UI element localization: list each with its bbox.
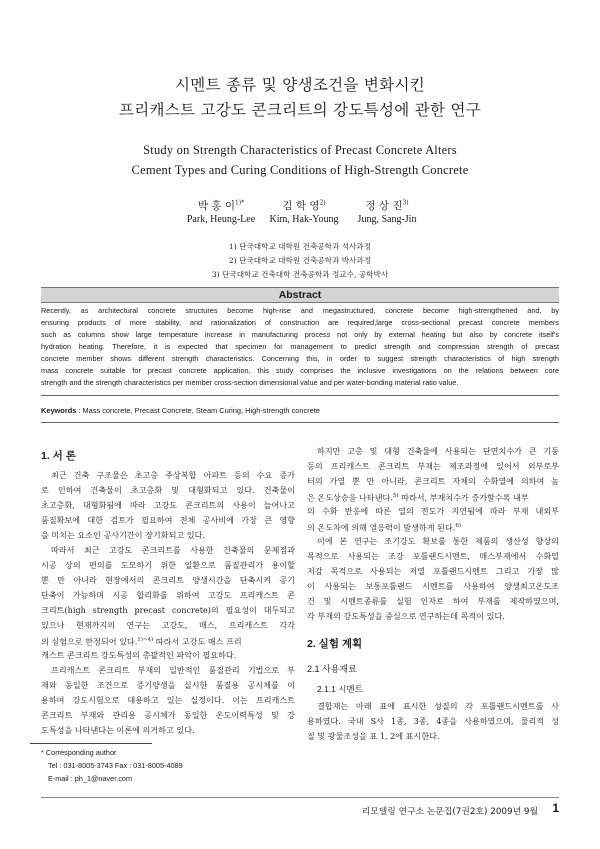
body-line-with-citation: 은 온도상승을 나타낸다.$^{5)}$ 따라서, 부재치수가 증가할수록 내부 — [307, 492, 529, 503]
body-line: 질 및 광물조성을 표 1, 2에 표시한다. — [307, 731, 440, 741]
section-2-heading: 2. 실험 계획 — [307, 638, 363, 650]
keywords — [41, 406, 320, 415]
footer-rule — [41, 797, 559, 798]
body-line: 목적으로 사용되는 조강 포틀랜드시멘트, 매스부재에서 수화열 — [307, 551, 559, 561]
author-2: 김 학 영$^{2)}$ — [282, 199, 326, 212]
body-line: 크리트(high strength precast concrete)의 필요성이 대두되고 — [41, 605, 295, 615]
subsection-2-1-1-heading: 2.1.1 시멘트 — [317, 684, 363, 694]
body-line-with-citation: 의 실험으로 한정되어 있다.$^{1)\sim 4)}$ 따라서 고강도 매스 프리 — [41, 636, 242, 647]
abstract-divider — [41, 395, 559, 396]
body-line: 이 사용되는 보통포틀랜드 시멘트를 사용하여 양생최고온도조 — [307, 581, 559, 591]
author-2-english: Kim, Hak-Young — [269, 214, 339, 225]
author-1: 박 홍 이$^{1)*}$ — [197, 199, 245, 212]
title-english-line-1: Study on Strength Characteristics of Precast Concrete Alters — [143, 143, 457, 157]
section-1-heading: 1. 서 론 — [41, 450, 76, 462]
abstract-heading-bar — [41, 287, 559, 303]
body-line: 용하였다. 국내 S사 1종, 3종, 4종을 사용하였으며, 물리적 성 — [307, 716, 559, 726]
footnote-corresponding: * Corresponding author — [41, 748, 117, 757]
body-line: 단축이 가능하며 시공 합리화를 위하여 고강도 프리캐스트 콘 — [41, 590, 295, 600]
keywords-divider — [41, 422, 559, 423]
abstract-line: Recently, as architectural concrete structures become high-rise and megastructured, concrete become high-strengthened and, by — [41, 306, 559, 315]
body-line: 초고층화, 대형화됨에 따라 고강도 콘크리트의 사용이 늘어나고 — [41, 500, 295, 510]
keywords-text: : Mass concrete, Precast Concrete, Steam Curing, High-strength concrete — [76, 406, 320, 415]
body-line: 터의 가열 뿐 만 아니라, 콘크리트 자체의 수화열에 의하여 높 — [307, 476, 559, 486]
body-line: 있으나 현재까지의 연구는 고강도, 매스, 프리캐스트 각각 — [41, 620, 295, 630]
citation: 5) — [392, 493, 399, 499]
abstract-line: concrete member shows different strength characteristics. Concerning this, in order to suggest strength characteristics of high strength — [41, 354, 559, 363]
body-line: 저감 목적으로 사용되는 저열 포틀랜드시멘트 그리고 가장 많 — [307, 566, 559, 576]
subsection-2-1-heading: 2.1 사용재료 — [307, 664, 357, 674]
abstract-line: hydration heating. Therefore, it is expected that specimen for management to predict strength and compression strength of precast — [41, 342, 559, 351]
body-line: 재와 동일한 조건으로 증기양생을 실시한 품질용 공시체를 이 — [41, 680, 295, 690]
affiliation-1: 1) 단국대학교 대학원 건축공학과 석사과정 — [228, 242, 372, 251]
body-line: 의 수화 반응에 따른 열의 전도가 지연됨에 따라 부재 내외부 — [307, 506, 559, 516]
author-3: 정 상 진$^{3)}$ — [365, 199, 409, 212]
footnote-phone: Tel : 031-8005-3743 Fax : 031-8005-4089 — [48, 761, 183, 770]
affiliation-3: 3) 단국대학교 건축대학 건축공학과 정교수, 공학박사 — [211, 270, 389, 279]
abstract-heading: Abstract — [278, 289, 322, 301]
body-line: 을 미치는 요소인 공사기간이 장기화되고 있다. — [41, 530, 205, 540]
body-line: 따라서 최근 고강도 콘크리트를 사용한 건축물의 문제점과 — [51, 545, 295, 555]
body-line: 시공 상의 편의를 도모하기 위한 일환으로 품질관리가 용이할 — [41, 560, 295, 570]
body-line: 캐스트 콘크리트 강도특성의 총괄적인 파악이 필요하다. — [41, 650, 237, 660]
body-line: 품질확보에 대한 검토가 필요하여 전체 공사비에 가장 큰 영향 — [41, 515, 295, 525]
author-1-english: Park, Heung-Lee — [186, 214, 256, 225]
keywords-label: Keywords — [41, 406, 77, 415]
body-line: 프리캐스트 콘크리트 부재의 일반적인 품질관리 기법으로 부 — [51, 665, 295, 675]
body-line: 최근 건축 구조물은 초고층 주상복합 아파트 등의 수요 증가 — [51, 470, 295, 480]
body-line: 하지만 고층 및 대형 건축물에 사용되는 단면치수가 큰 기둥 — [317, 446, 559, 456]
body-line: 뿐 만 아니라 현장에서의 콘크리트 양생시간을 단축시켜 공기 — [41, 575, 295, 585]
title-korean-line-1: 시멘트 종류 및 양생조건을 변화시킨 — [174, 76, 425, 94]
abstract-line: ensuring products of more stability, and rationalization of construction are required,large cross-sectional precast concrete members — [41, 318, 559, 327]
citation: 1)~4) — [137, 637, 154, 643]
footnote-email: E-mail : ph_1@naver.com — [48, 774, 133, 783]
citation: 6) — [455, 523, 462, 529]
journal-footer: 리모델링 연구소 논문집(7권2호) 2009년 9월 — [361, 807, 538, 817]
page-number: 1 — [552, 801, 559, 815]
title-korean-line-2: 프리캐스트 고강도 콘크리트의 강도특성에 관한 연구 — [118, 101, 482, 119]
body-line: 이에 본 연구는 조기강도 확보를 통한 제품의 생산성 향상의 — [317, 536, 559, 546]
body-line-with-citation: 의 온도차에 의해 열응력이 발생하게 된다.$^{6)}$ — [307, 522, 462, 533]
body-line: 콘크리트 부재와 관리용 공시체가 동일한 온도이력특성 및 강 — [41, 710, 295, 720]
body-line: 건 및 시멘트종류를 실험 인자로 하여 부재를 제작하였으며, — [307, 596, 559, 606]
abstract-line: strength and the strength characteristics per member cross-section dimensional value and per water-bonding material ratio value. — [41, 378, 459, 387]
abstract-line: such as columns show large temperature increase in manufacturing process not only by external heating but also by concrete itself's — [41, 330, 559, 339]
footnote-rule — [30, 743, 152, 744]
abstract-line: mass concrete suitable for precast concrete application, this study comprises the inclusive investigations on the relations between core — [41, 366, 559, 375]
title-english-line-2: Cement Types and Curing Conditions of High-Strength Concrete — [131, 163, 469, 177]
author-names-english — [0, 214, 600, 232]
body-line: 용하여 강도시험으로 대용하고 있는 실정이다. 이는 프리캐스트 — [41, 695, 295, 705]
affiliation-2: 2) 단국대학교 대학원 건축공학과 박사과정 — [228, 256, 372, 265]
body-line: 결합재는 아래 표에 표시한 성질의 각 포틀랜드시멘트를 사 — [317, 701, 559, 711]
body-line: 로 인하여 건축물이 초고층화 및 대형화되고 있다. 건축물이 — [41, 485, 295, 495]
author-3-english: Jung, Sang-Jin — [357, 214, 417, 225]
body-line: 등의 프리캐스트 콘크리트 부재는 제조과정에 있어서 외부로부 — [307, 461, 559, 471]
body-line: 각 부재의 강도특성을 중심으로 연구하는데 목적이 있다. — [307, 611, 505, 621]
body-line: 도특성을 나타낸다는 이론에 의거하고 있다. — [41, 725, 195, 735]
